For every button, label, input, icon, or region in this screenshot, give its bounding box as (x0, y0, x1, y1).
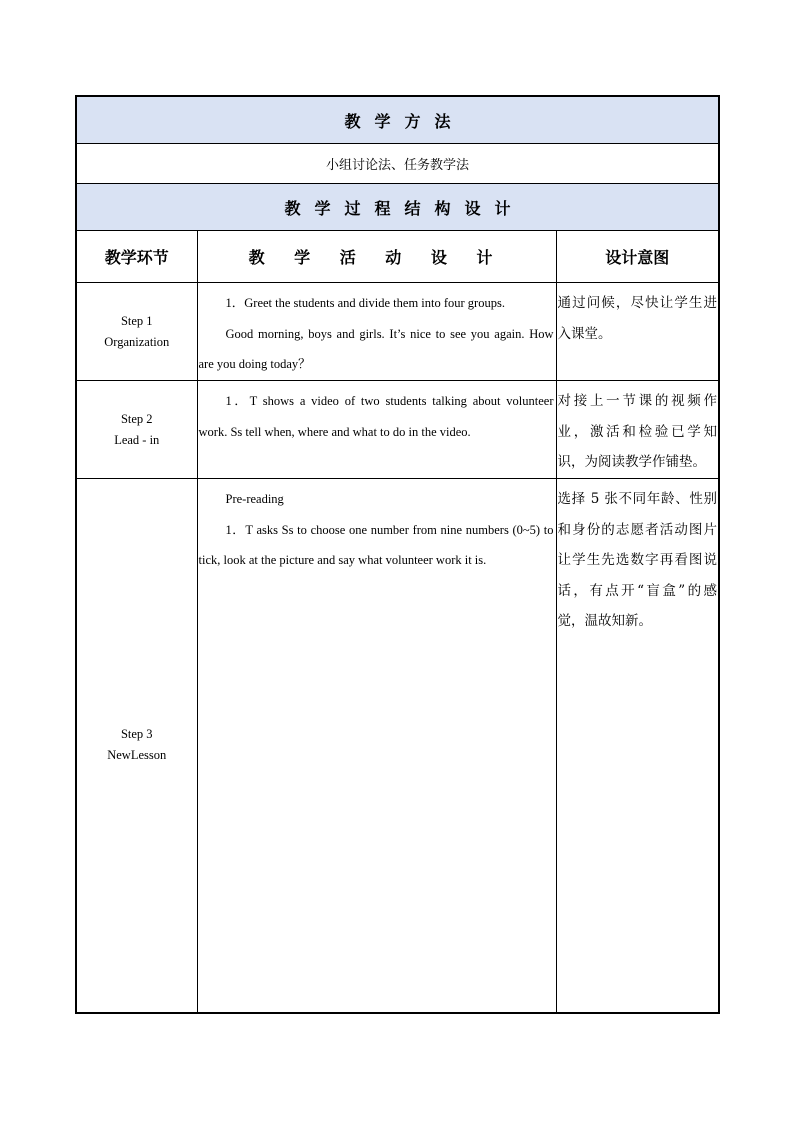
step-number: Step 1 (120, 313, 153, 328)
activity-cell-3 (197, 479, 556, 1013)
teaching-method-heading: 教学方法 (76, 96, 719, 144)
step-number: Step 3 (120, 727, 153, 742)
intent-cell-3: 选择 5 张不同年龄、性别和身份的志愿者活动图片让学生先选数字再看图说话，有点开“盲盒”的感觉，温故知新。 (556, 479, 719, 1013)
step-cell-1 (76, 283, 197, 381)
activity-line: Pre-reading (225, 492, 284, 506)
column-header-activity: 教 学 活 动 设 计 (197, 231, 556, 283)
lesson-plan-sheet (75, 95, 718, 1014)
process-header-row (76, 184, 719, 231)
activity-line: Good morning, boys and girls. It’s nice to see you again. How are you doing today？ (198, 326, 554, 371)
teaching-method-content: 小组讨论法、任务教学法 (76, 144, 719, 184)
step-row-2 (76, 381, 719, 479)
intent-cell-1: 通过问候，尽快让学生进入课堂。 (556, 283, 719, 381)
activity-cell-1 (197, 283, 556, 381)
column-header-stage: 教学环节 (76, 231, 197, 283)
activity-line: 1．Greet the students and divide them into four groups. (225, 296, 505, 310)
column-header-intent: 设计意图 (556, 231, 719, 283)
step-name: NewLesson (107, 748, 167, 763)
activity-cell-2 (197, 381, 556, 479)
step-cell-3 (76, 479, 197, 1013)
teaching-method-content-row (76, 144, 719, 184)
step-number: Step 2 (120, 411, 153, 426)
teaching-method-header-row (76, 96, 719, 144)
step-row-1 (76, 283, 719, 381)
activity-line: 1．T shows a video of two students talking about volunteer work. Ss tell when, where and what to do in the video. (198, 394, 554, 439)
column-header-row (76, 231, 719, 283)
lesson-plan-table (75, 95, 720, 1014)
activity-line: 1．T asks Ss to choose one number from nine numbers (0~5) to tick, look at the picture and say what volunteer work it is. (198, 522, 554, 567)
step-name: Organization (104, 334, 170, 349)
step-name: Lead - in (114, 432, 160, 447)
step-row-3 (76, 479, 719, 1013)
intent-cell-2: 对接上一节课的视频作业，激活和检验已学知识，为阅读教学作铺垫。 (556, 381, 719, 479)
process-heading: 教学过程结构设计 (76, 184, 719, 231)
step-cell-2 (76, 381, 197, 479)
